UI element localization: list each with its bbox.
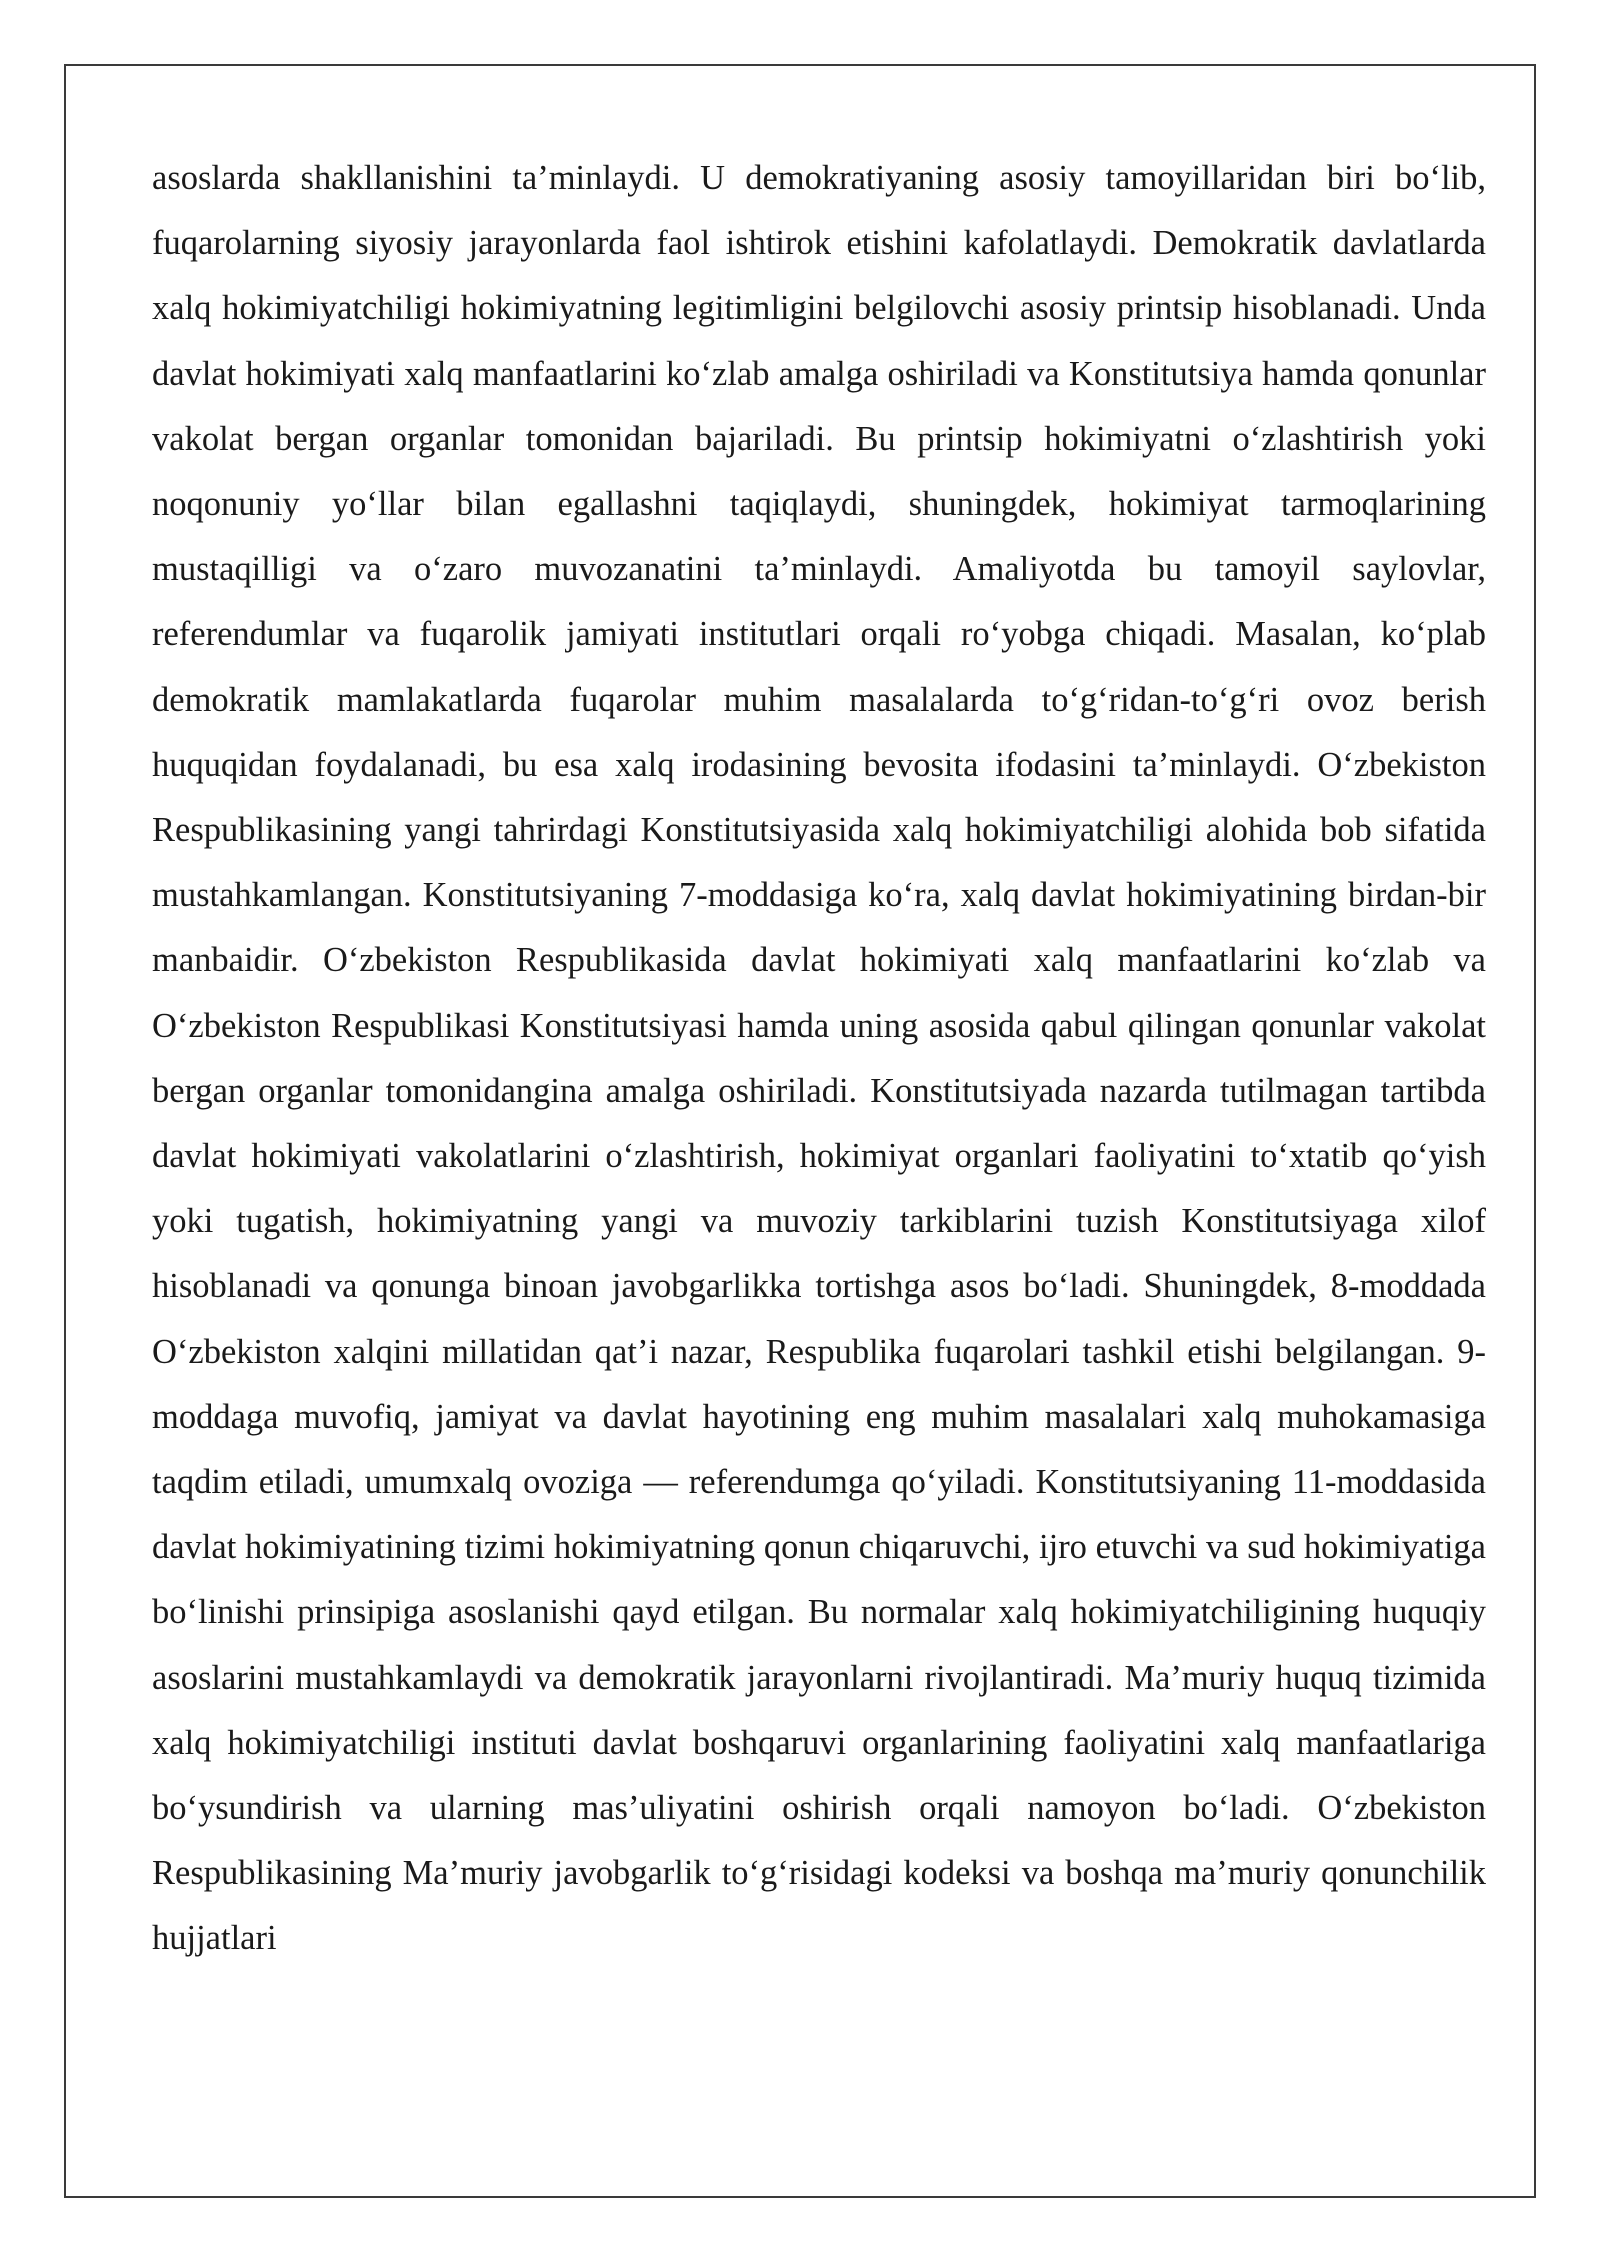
body-paragraph: asoslarda shakllanishini ta’minlaydi. U demokratiyaning asosiy tamoyillaridan biri bo‘lib, fuqarolarning siyosiy jarayonlarda faol ishtirok etishini kafolatlaydi. Demokratik davlatlarda xalq hokimiyatchiligi hokimiyatning legitimligini belgilovchi asosiy printsip hisoblanadi. Unda davlat hokimiyati xalq manfaatlarini ko‘zlab amalga oshiriladi va Konstitutsiya hamda qonunlar vakolat bergan organlar tomonidan bajariladi. Bu printsip hokimiyatni o‘zlashtirish yoki noqonuniy yo‘llar bilan egallashni taqiqlaydi, shuningdek, hokimiyat tarmoqlarining mustaqilligi va o‘zaro muvozanatini ta’minlaydi. Amaliyotda bu tamoyil saylovlar, referendumlar va fuqarolik jamiyati institutlari orqali ro‘yobga chiqadi. Masalan, ko‘plab demokratik mamlakatlarda fuqarolar muhim masalalarda to‘g‘ridan-to‘g‘ri ovoz berish huquqidan foydalanadi, bu esa xalq irodasining bevosita ifodasini ta’minlaydi. O‘zbekiston Respublikasining yangi tahrirdagi Konstitutsiyasida xalq hokimiyatchiligi alohida bob sifatida mustahkamlangan. Konstitutsiyaning 7-moddasiga ko‘ra, xalq davlat hokimiyatining birdan-bir manbaidir. O‘zbekiston Respublikasida davlat hokimiyati xalq manfaatlarini ko‘zlab va O‘zbekiston Respublikasi Konstitutsiyasi hamda uning asosida qabul qilingan qonunlar vakolat bergan organlar tomonidangina amalga oshiriladi. Konstitutsiyada nazarda tutilmagan tartibda davlat hokimiyati vakolatlarini o‘zlashtirish, hokimiyat organlari faoliyatini to‘xtatib qo‘yish yoki tugatish, hokimiyatning yangi va muvoziy tarkiblarini tuzish Konstitutsiyaga xilof hisoblanadi va qonunga binoan javobgarlikka tortishga asos bo‘ladi. Shuningdek, 8-moddada O‘zbekiston xalqini millatidan qat’i nazar, Respublika fuqarolari tashkil etishi belgilangan. 9-moddaga muvofiq, jamiyat va davlat hayotining eng muhim masalalari xalq muhokamasiga taqdim etiladi, umumxalq ovoziga — referendumga qo‘yiladi. Konstitutsiyaning 11-moddasida davlat hokimiyatining tizimi hokimiyatning qonun chiqaruvchi, ijro etuvchi va sud hokimiyatiga bo‘linishi prinsipiga asoslanishi qayd etilgan. Bu normalar xalq hokimiyatchiligining huquqiy asoslarini mustahkamlaydi va demokratik jarayonlarni rivojlantiradi. Ma’muriy huquq tizimida xalq hokimiyatchiligi instituti davlat boshqaruvi organlarining faoliyatini xalq manfaatlariga bo‘ysundirish va ularning mas’uliyatini oshirish orqali namoyon bo‘ladi. O‘zbekiston Respublikasining Ma’muriy javobgarlik to‘g‘risidagi kodeksi va boshqa ma’muriy qonunchilik hujjatlari bbox=[152, 159, 1486, 1958]
